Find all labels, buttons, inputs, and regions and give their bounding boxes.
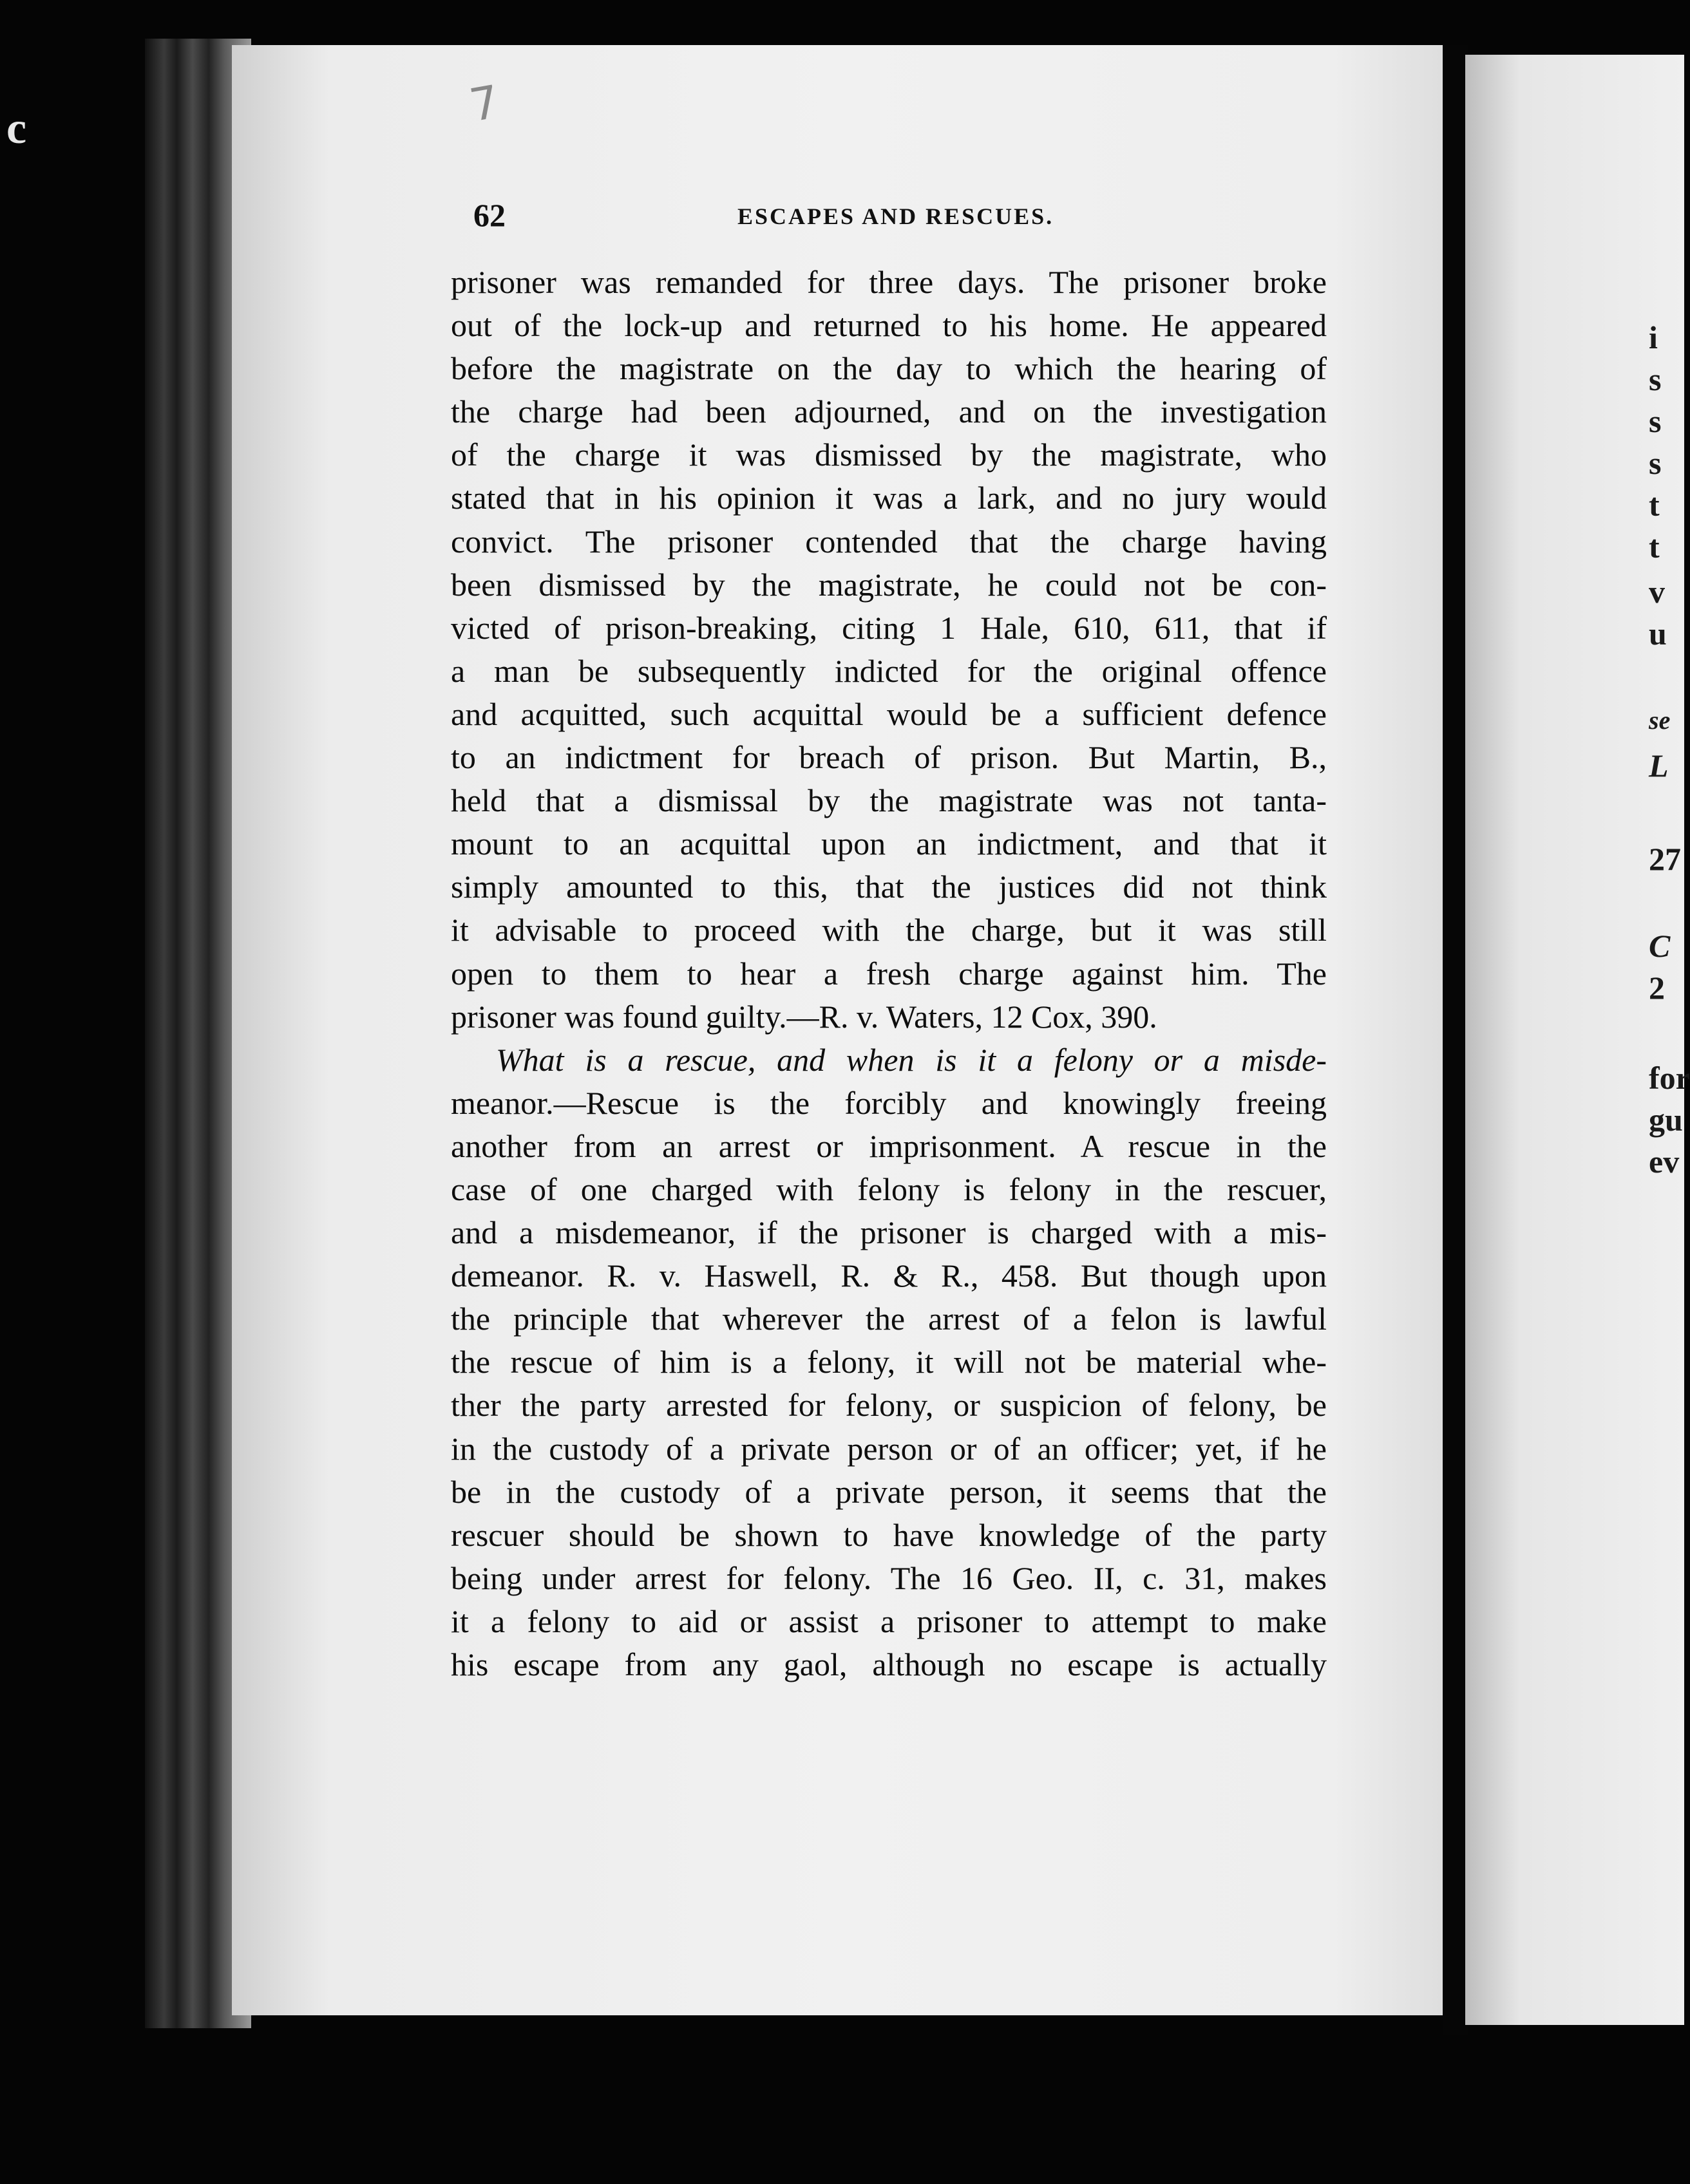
right-page-fragment: s — [1649, 445, 1662, 481]
text-line: it advisable to proceed with the charge, but it was still — [451, 912, 1327, 948]
text-line: the charge had been adjourned, and on the investigation — [451, 393, 1327, 430]
right-page-fragment: v — [1649, 574, 1665, 610]
text-line: open to them to hear a fresh charge against him. The — [451, 955, 1327, 992]
text-line: prisoner was found guilty.—R. v. Waters, 12 Cox, 390. — [451, 998, 1157, 1035]
text-line: prisoner was remanded for three days. The prisoner broke — [451, 264, 1327, 300]
right-page-fragment: gu — [1649, 1102, 1683, 1138]
text-line: a man be subsequently indicted for the original offence — [451, 652, 1327, 689]
text-line: being under arrest for felony. The 16 Geo. II, c. 31, makes — [451, 1559, 1327, 1596]
text-line: it a felony to aid or assist a prisoner to attempt to make — [451, 1603, 1327, 1639]
right-page-fragment: 2 — [1649, 970, 1665, 1006]
text-line: in the custody of a private person or of an officer; yet, if he — [451, 1430, 1327, 1467]
right-page-fragment: for — [1649, 1060, 1690, 1096]
text-line: ther the party arrested for felony, or suspicion of felony, be — [451, 1387, 1327, 1424]
right-page-fragment: s — [1649, 361, 1662, 397]
text-line: case of one charged with felony is felony in the rescuer, — [451, 1171, 1327, 1207]
text-line: to an indictment for breach of prison. But Martin, B., — [451, 739, 1327, 776]
pencil-mark: 7 — [466, 75, 504, 133]
text-line: simply amounted to this, that the justices did not think — [451, 869, 1327, 905]
running-title: ESCAPES AND RESCUES. — [737, 203, 1054, 229]
text-line: victed of prison-breaking, citing 1 Hale, 610, 611, that if — [451, 609, 1327, 646]
text-line: out of the lock-up and returned to his home. He appeared — [451, 307, 1327, 344]
right-page-fragment: t — [1649, 529, 1660, 565]
running-head — [473, 196, 1311, 241]
text-line: before the magistrate on the day to which the hearing of — [451, 350, 1327, 387]
text-line: been dismissed by the magistrate, he could not be con- — [451, 566, 1327, 603]
text-line: of the charge it was dismissed by the magistrate, who — [451, 437, 1327, 473]
right-page-fragment: t — [1649, 487, 1660, 523]
text-line: and acquitted, such acquittal would be a sufficient defence — [451, 695, 1327, 732]
text-line: his escape from any gaol, although no escape is actually — [451, 1646, 1327, 1682]
section-heading-line: What is a rescue, and when is it a felony or a misde- — [496, 1041, 1327, 1078]
text-line: held that a dismissal by the magistrate was not tanta- — [451, 782, 1327, 819]
right-page-fragment: 27 — [1649, 841, 1681, 877]
right-page-fragment: i — [1649, 319, 1658, 355]
text-line: mount to an acquittal upon an indictment, and that it — [451, 825, 1327, 862]
text-line: convict. The prisoner contended that the charge having — [451, 523, 1327, 560]
text-line: meanor.—Rescue is the forcibly and knowingly freeing — [451, 1084, 1327, 1121]
text-line: the principle that wherever the arrest of a felon is lawful — [451, 1301, 1327, 1337]
right-page-fragment: L — [1649, 748, 1669, 784]
right-page-fragment: se — [1649, 706, 1671, 735]
right-page-fragment: C — [1649, 928, 1671, 964]
text-line: another from an arrest or imprisonment. A rescue in the — [451, 1127, 1327, 1164]
page-number: 62 — [473, 197, 506, 233]
body-text — [451, 261, 1327, 1686]
corner-mark: c — [6, 104, 27, 153]
right-page-fragment: s — [1649, 403, 1662, 439]
right-page-fragment: ev — [1649, 1144, 1680, 1180]
text-line: the rescue of him is a felony, it will not be material whe- — [451, 1344, 1327, 1380]
text-line: rescuer should be shown to have knowledge of the party — [451, 1516, 1327, 1553]
page-gutter — [1443, 45, 1468, 2035]
text-line: and a misdemeanor, if the prisoner is charged with a mis- — [451, 1214, 1327, 1251]
text-line: be in the custody of a private person, it seems that the — [451, 1473, 1327, 1510]
text-line: demeanor. R. v. Haswell, R. & R., 458. But though upon — [451, 1257, 1327, 1294]
right-page-fragment: u — [1649, 616, 1667, 652]
text-line: stated that in his opinion it was a lark, and no jury would — [451, 480, 1327, 516]
